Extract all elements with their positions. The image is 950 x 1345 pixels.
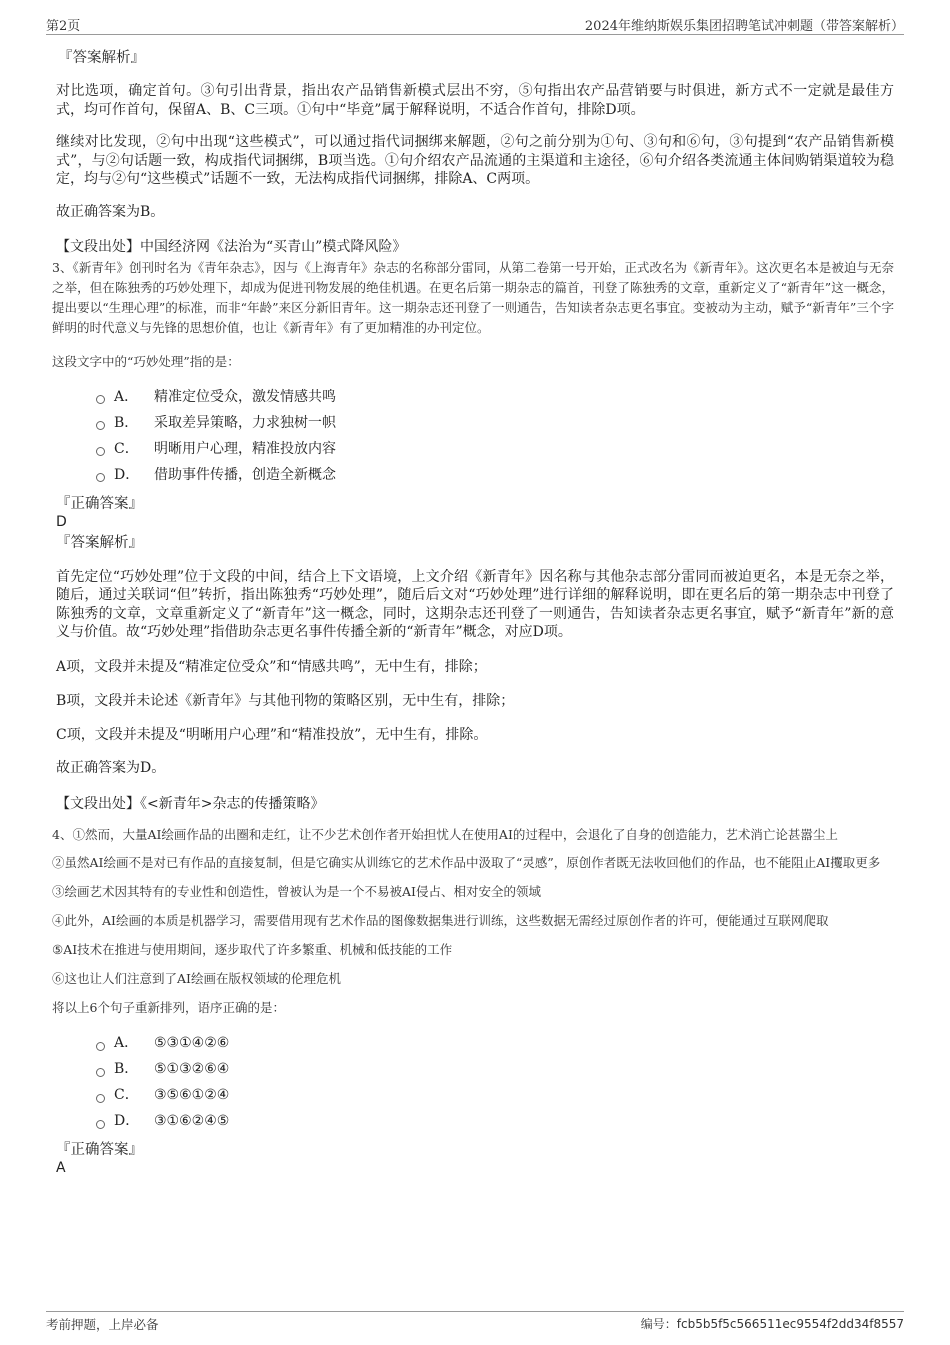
q4-option-a[interactable]: A． ⑤③①④②⑥ (96, 1030, 894, 1056)
document-serial: 编号：fcb5b5f5c566511ec9554f2dd34f8557 (640, 1317, 904, 1331)
q3-analysis-option-c: C项，文段并未提及“明晰用户心理”和“精准投放”，无中生有，排除。 (56, 726, 488, 743)
q3-option-d[interactable]: D． 借助事件传播，创造全新概念 (96, 462, 894, 488)
radio-icon[interactable] (96, 1094, 105, 1103)
q2-analysis-paragraph: 继续对比发现，②句中出现“这些模式”，可以通过指代词捆绑来解题，②句之前分别为①句、③句和⑥句，③句提到“农产品销售新模式”，与②句话题一致，构成指代词捆绑，B项当选。①句介绍农产品流通的主渠道和主途径，⑥句介绍各类流通主体间购销渠道较为稳定，均与②句“这些模式”话题不一致，无法构成指代词捆绑，排除A、C两项。 (56, 134, 894, 187)
q3-source: 【文段出处】《<新青年>杂志的传播策略》 (56, 795, 325, 812)
footer-slogan: 考前押题，上岸必备 (46, 1317, 159, 1332)
q2-source: 【文段出处】中国经济网《法治为“买青山”模式降风险》 (56, 239, 407, 255)
q2-conclusion: 故正确答案为B。 (56, 203, 165, 220)
q4-sentence: ④此外，AI绘画的本质是机器学习，需要借用现有艺术作品的图像数据集进行训练，这些数据无需经过原创作者的许可，便能通过互联网爬取 (52, 913, 829, 928)
q4-sentence: ②虽然AI绘画不是对已有作品的直接复制，但是它确实从训练它的艺术作品中汲取了“灵感”，原创作者既无法收回他们的作品，也不能阻止AI攫取更多 (52, 855, 881, 870)
q3-analysis-option-b: B项，文段并未论述《新青年》与其他刊物的策略区别，无中生有，排除； (56, 693, 515, 709)
q3-option-c[interactable]: C． 明晰用户心理，精准投放内容 (96, 436, 894, 462)
q2-analysis-paragraph: 对比选项，确定首句。③句引出背景，指出农产品销售新模式层出不穷，⑤句指出农产品营销要与时俱进，新方式不一定就是最佳方式，均可作首句，保留A、B、C三项。①句中“毕竟”属于解释说明，不适合作首句，排除D项。 (56, 83, 894, 118)
q4-option-c[interactable]: C． ③⑤⑥①②④ (96, 1082, 894, 1108)
q3-analysis-option-a: A项，文段并未提及“精准定位受众”和“情感共鸣”，无中生有，排除； (56, 658, 487, 675)
q3-options (56, 384, 894, 488)
page-number: 第2页 (46, 19, 81, 34)
q2-analysis-tag: 『答案解析』 (58, 50, 145, 66)
q3-answer-tag: 『正确答案』 (56, 495, 143, 512)
radio-icon[interactable] (96, 473, 105, 482)
page-header (46, 12, 904, 35)
page-footer (46, 1311, 904, 1334)
q4-answer-tag: 『正确答案』 (56, 1142, 143, 1158)
q3-conclusion: 故正确答案为D。 (56, 760, 166, 776)
q3-option-a[interactable]: A． 精准定位受众，激发情感共鸣 (96, 384, 894, 410)
radio-icon[interactable] (96, 447, 105, 456)
radio-icon[interactable] (96, 1068, 105, 1077)
q3-analysis-tag: 『答案解析』 (56, 534, 143, 551)
q4-sentence: ⑥这也让人们注意到了AI绘画在版权领域的伦理危机 (52, 971, 341, 986)
q3-analysis-paragraph: 首先定位“巧妙处理”位于文段的中间，结合上下文语境，上文介绍《新青年》因名称与其他杂志部分雷同而被迫更名，本是无奈之举，随后，通过关联词“但”转折，指出陈独秀“巧妙处理”，随后后文对“巧妙处理”进行详细的解释说明，即在更名后的第一期杂志中刊登了陈独秀的文章，文章重新定义了“新青年”这一概念，同时，这期杂志还刊登了一则通告，告知读者杂志更名事宜，赋予“新青年”新的意义与价值。故“巧妙处理”指借助杂志更名事件传播全新的“新青年”概念，对应D项。 (56, 568, 894, 640)
radio-icon[interactable] (96, 1120, 105, 1129)
q4-sentence: 4、①然而，大量AI绘画作品的出圈和走红，让不少艺术创作者开始担忧人在使用AI的过程中，会退化了自身的创造能力，艺术消亡论甚嚣尘上 (52, 827, 838, 842)
document-title: 2024年维纳斯娱乐集团招聘笔试冲刺题（带答案解析） (584, 19, 904, 34)
q3-answer: D (56, 513, 67, 530)
q3-passage: 3、《新青年》创刊时名为《青年杂志》，因与《上海青年》杂志的名称部分雷同，从第二卷第一号开始，正式改名为《新青年》。这次更名本是被迫与无奈之举，但在陈独秀的巧妙处理下，却成为促进刊物发展的绝佳机遇。在更名后第一期杂志的篇首，刊登了陈独秀的文章，重新定义了“新青年”这一概念，提出要以“生理心理”的标准，而非“年龄”来区分新旧青年。这一期杂志还刊登了一则通告，告知读者杂志更名事宜。变被动为主动，赋予“新青年”三个字鲜明的时代意义与先锋的思想价值，也让《新青年》有了更加精准的办刊定位。 (52, 259, 894, 335)
q4-options (56, 1030, 894, 1134)
q3-option-b[interactable]: B． 采取差异策略，力求独树一帜 (96, 410, 894, 436)
radio-icon[interactable] (96, 421, 105, 430)
radio-icon[interactable] (96, 395, 105, 404)
radio-icon[interactable] (96, 1042, 105, 1051)
q4-question: 将以上6个句子重新排列，语序正确的是： (52, 1000, 285, 1015)
q4-option-d[interactable]: D． ③①⑥②④⑤ (96, 1108, 894, 1134)
page-content (52, 46, 894, 1176)
q3-question: 这段文字中的“巧妙处理”指的是： (52, 353, 240, 369)
q4-sentence: ⑤AI技术在推进与使用期间，逐步取代了许多繁重、机械和低技能的工作 (52, 942, 453, 957)
q4-answer: A (56, 1160, 66, 1176)
q4-option-b[interactable]: B． ⑤①③②⑥④ (96, 1056, 894, 1082)
q4-sentence: ③绘画艺术因其特有的专业性和创造性，曾被认为是一个不易被AI侵占、相对安全的领域 (52, 884, 541, 899)
